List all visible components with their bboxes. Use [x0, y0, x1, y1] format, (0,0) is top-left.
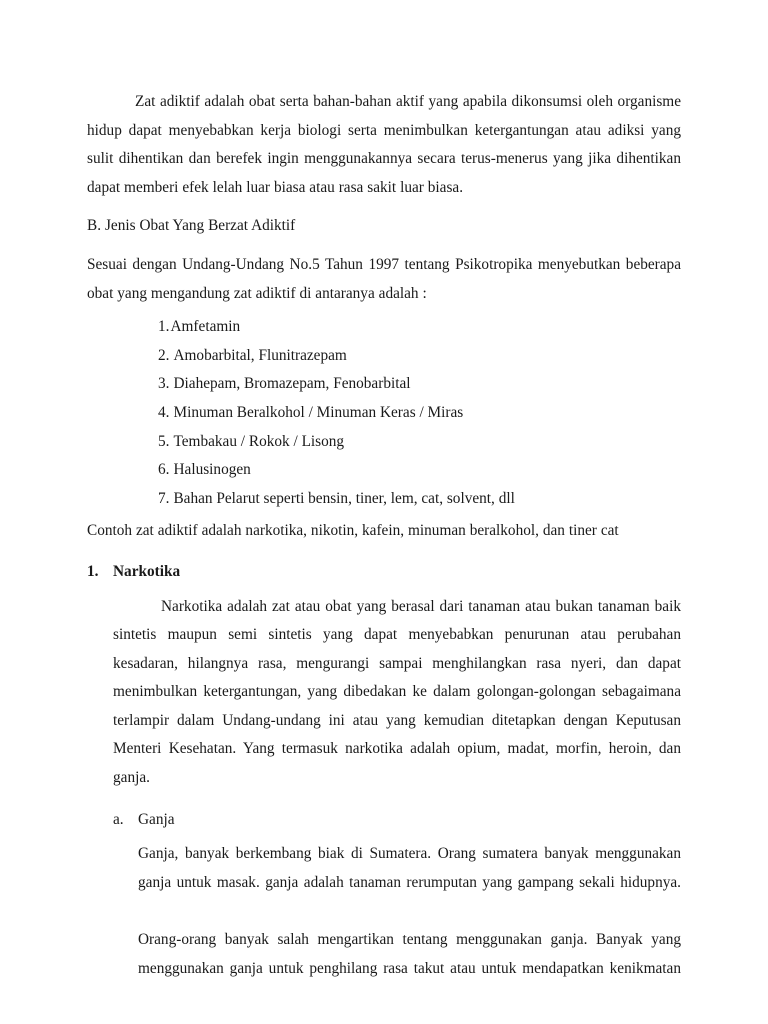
drug-list-item-label: Tembakau / Rokok / Lisong [173, 432, 345, 450]
drug-list-item-number: 1. [158, 318, 170, 336]
heading-ganja-marker: a. [113, 810, 124, 828]
subsection-ganja-body [138, 840, 681, 1012]
drug-list [87, 313, 681, 513]
drug-list-item-label: Bahan Pelarut seperti bensin, tiner, lem, cat, solvent, dll [173, 489, 515, 507]
drug-list-item [158, 485, 681, 514]
paragraph-narkotika-definition: Narkotika adalah zat atau obat yang berasal dari tanaman atau bukan tanaman baik sintetis maupun semi sintetis yang dapat menyebabkan penurunan atau perubahan kesadaran, hilangnya rasa, mengurangi sampai menghilangkan rasa nyeri, dan dapat menimbulkan ketergantungan, yang dibedakan ke dalam golongan-golongan sebagaimana terlampir dalam Undang-undang ini atau yang kemudian ditetapkan dengan Keputusan Menteri Kesehatan. Yang termasuk narkotika adalah opium, madat, morfin, heroin, dan ganja. [113, 597, 681, 787]
heading-narkotika [87, 558, 681, 587]
drug-list-item-label: Minuman Beralkohol / Minuman Keras / Miras [173, 403, 464, 421]
drug-list-item [158, 342, 681, 371]
drug-list-item [158, 456, 681, 485]
paragraph-list-lead-in: Sesuai dengan Undang-Undang No.5 Tahun 1997 tentang Psikotropika menyebutkan beberapa obat yang mengandung zat adiktif di antaranya adalah : [87, 255, 681, 302]
heading-narkotika-marker: 1. [87, 562, 99, 580]
drug-list-item [158, 399, 681, 428]
paragraph-opening-definition: Zat adiktif adalah obat serta bahan-bahan aktif yang apabila dikonsumsi oleh organisme hidup dapat menyebabkan kerja biologi serta menimbulkan ketergantungan atau adiksi yang sulit dihentikan dan berefek ingin menggunakannya secara terus-menerus yang jika dihentikan dapat memberi efek lelah luar biasa atau rasa sakit luar biasa. [87, 93, 681, 196]
heading-narkotika-title: Narkotika [113, 562, 181, 580]
drug-list-item-number: 5. [158, 432, 170, 450]
drug-list-item [158, 370, 681, 399]
paragraph-contoh-zat-adiktif: Contoh zat adiktif adalah narkotika, nikotin, kafein, minuman beralkohol, dan tiner cat [87, 522, 619, 540]
section-heading-b: B. Jenis Obat Yang Berzat Adiktif [87, 217, 296, 235]
drug-list-item-number: 2. [158, 346, 170, 364]
drug-list-item-label: Diahepam, Bromazepam, Fenobarbital [173, 375, 411, 393]
paragraph-ganja-2: Orang-orang banyak salah mengartikan tentang menggunakan ganja. Banyak yang menggunakan ganja untuk penghilang rasa takut atau untuk mendapatkan kenikmatan [138, 931, 681, 977]
paragraph-ganja-1: Ganja, banyak berkembang biak di Sumatera. Orang sumatera banyak menggunakan ganja untuk masak. ganja adalah tanaman rerumputan yang gampang sekali hidupnya. [138, 845, 681, 891]
drug-list-item-number: 4. [158, 403, 170, 421]
drug-list-item-number: 7. [158, 489, 170, 507]
drug-list-item [158, 428, 681, 457]
drug-list-item [158, 313, 681, 342]
section-narkotika-body [113, 593, 681, 1012]
drug-list-item-label: Amobarbital, Flunitrazepam [173, 346, 347, 364]
drug-list-item-label: Halusinogen [173, 461, 251, 479]
drug-list-item-label: Amfetamin [170, 318, 241, 336]
heading-ganja [113, 806, 681, 835]
document-body [87, 88, 681, 1012]
drug-list-item-number: 3. [158, 375, 170, 393]
heading-ganja-title: Ganja [138, 810, 175, 828]
drug-list-item-number: 6. [158, 461, 170, 479]
